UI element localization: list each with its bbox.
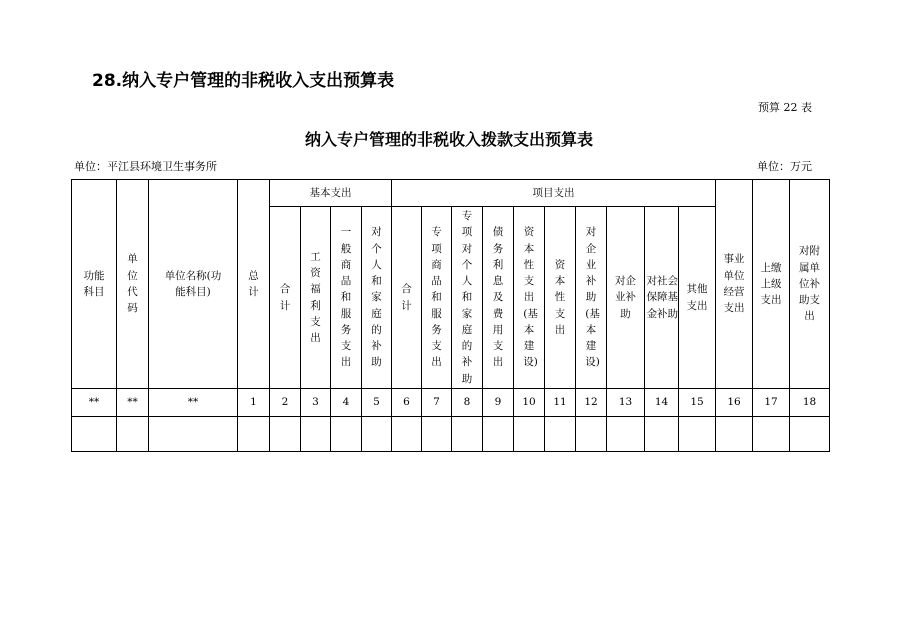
section-title: 28.纳入专户管理的非税收入支出预算表 [92,71,395,91]
index-cell: 14 [645,389,679,417]
unit-name: 单位：平江县环境卫生事务所 [74,160,217,173]
header-unit-code: 单位代码 [117,180,149,389]
header-salary: 工资福利支出 [301,207,331,389]
header-func-code: 功能科目 [72,180,117,389]
header-business-expense: 事业单位经营支出 [716,180,753,389]
header-capital-basic: 资本性支出(基本建设) [514,207,545,389]
index-cell: 1 [238,389,270,417]
empty-cell [452,417,483,452]
empty-cell [716,417,753,452]
header-project-total: 合计 [392,207,422,389]
header-special-goods: 专项商品和服务支出 [422,207,452,389]
empty-cell [607,417,645,452]
empty-cell [483,417,514,452]
index-cell: 16 [716,389,753,417]
index-cell: ** [117,389,149,417]
table-row [72,417,830,452]
empty-cell [301,417,331,452]
empty-cell [238,417,270,452]
header-other: 其他支出 [679,207,716,389]
empty-cell [514,417,545,452]
header-goods-services: 一般商品和服务支出 [331,207,362,389]
table-number: 预算 22 表 [758,101,812,114]
empty-cell [362,417,392,452]
empty-cell [117,417,149,452]
header-project-expense: 项目支出 [392,180,716,207]
empty-cell [753,417,790,452]
empty-cell [331,417,362,452]
index-cell: 9 [483,389,514,417]
index-cell: 8 [452,389,483,417]
index-cell: 6 [392,389,422,417]
empty-cell [149,417,238,452]
header-enterprise: 对企业补助 [607,207,645,389]
index-cell: 7 [422,389,452,417]
index-cell: 11 [545,389,576,417]
header-total: 总计 [238,180,270,389]
header-social-security: 对社会保障基金补助 [645,207,679,389]
budget-table [71,179,830,452]
header-debt-interest: 债务利息及费用支出 [483,207,514,389]
header-basic-expense: 基本支出 [270,180,392,207]
index-cell: 2 [270,389,301,417]
index-cell: ** [72,389,117,417]
empty-cell [72,417,117,452]
header-unit-name: 单位名称(功能科目) [149,180,238,389]
index-cell: 17 [753,389,790,417]
index-cell: 4 [331,389,362,417]
empty-cell [576,417,607,452]
header-enterprise-basic: 对企业补助(基本建设) [576,207,607,389]
empty-cell [422,417,452,452]
currency-unit: 单位：万元 [757,160,812,173]
index-cell: 15 [679,389,716,417]
header-affiliated-subsidy: 对附属单位补助支出 [790,180,830,389]
empty-cell [645,417,679,452]
header-special-household: 专项对个人和家庭的补助 [452,207,483,389]
empty-cell [790,417,830,452]
index-cell: 12 [576,389,607,417]
index-cell: 18 [790,389,830,417]
index-cell: 10 [514,389,545,417]
empty-cell [679,417,716,452]
index-cell: ** [149,389,238,417]
page-title: 纳入专户管理的非税收入拨款支出预算表 [304,130,593,149]
index-cell: 3 [301,389,331,417]
header-basic-total: 合计 [270,207,301,389]
empty-cell [270,417,301,452]
header-capital: 资本性支出 [545,207,576,389]
index-cell: 5 [362,389,392,417]
empty-cell [392,417,422,452]
header-upper-payment: 上缴上级支出 [753,180,790,389]
index-cell: 13 [607,389,645,417]
empty-cell [545,417,576,452]
header-household-subsidy: 对个人和家庭的补助 [362,207,392,389]
